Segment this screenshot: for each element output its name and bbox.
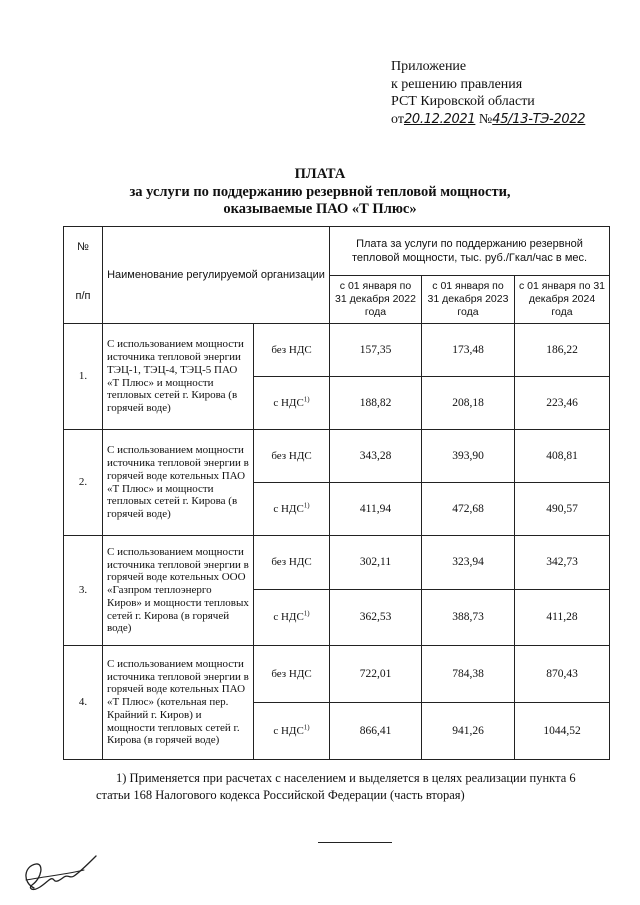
value-cell: 490,57	[515, 483, 610, 536]
value-cell: 388,73	[422, 590, 515, 646]
document-title	[0, 166, 640, 219]
annex-line-1: Приложение	[391, 59, 467, 74]
org-name: С использованием мощности источника тепловой энергии в горячей воде котельных ПАО «Т Плюс» (котельная пер. Крайний г. Киров) и мощности тепловых сетей г. Кирова (в горячей воде)	[103, 646, 254, 760]
header-period-2023: с 01 января по 31 декабря 2023 года	[422, 275, 515, 324]
footnote-mark: 1)	[303, 722, 310, 731]
value-cell: 186,22	[515, 324, 610, 377]
header-number-cell	[64, 227, 103, 324]
header-period-2022: с 01 января по 31 декабря 2022 года	[330, 275, 422, 324]
annex-line-3: РСТ Кировской области	[391, 94, 535, 109]
header-row-1	[64, 227, 610, 276]
footnote	[96, 770, 616, 804]
value-cell: 362,53	[330, 590, 422, 646]
value-cell: 393,90	[422, 430, 515, 483]
vat-label: без НДС	[254, 646, 330, 703]
decision-number: 45/13-ТЭ-2022	[492, 111, 586, 127]
footnote-mark: 1)	[303, 500, 310, 509]
value-cell: 408,81	[515, 430, 610, 483]
annex-line-2: к решению правления	[391, 76, 523, 92]
value-cell: 157,35	[330, 324, 422, 377]
title-line-1: ПЛАТА	[294, 166, 346, 182]
separator-line	[318, 842, 392, 843]
vat-label: без НДС	[254, 324, 330, 377]
row-number: 3.	[64, 536, 103, 646]
value-cell: 188,82	[330, 377, 422, 430]
footnote-line-2: статьи 168 Налогового кодекса Российской Федерации (часть вторая)	[96, 788, 465, 802]
vat-label: без НДС	[254, 430, 330, 483]
date-prefix: от	[391, 111, 404, 127]
table-row	[64, 536, 610, 590]
value-cell: 866,41	[330, 703, 422, 760]
table-row	[64, 430, 610, 483]
tariff-table	[63, 226, 610, 760]
header-org-label: Наименование регулируемой организации	[107, 268, 325, 281]
vat-label: с НДС$^{1)}$	[254, 590, 330, 646]
header-number-top: №	[77, 241, 89, 253]
title-line-3: оказываемые ПАО «Т Плюс»	[223, 201, 417, 217]
value-cell: 342,73	[515, 536, 610, 590]
value-cell: 941,26	[422, 703, 515, 760]
value-cell: 173,48	[422, 324, 515, 377]
row-number: 4.	[64, 646, 103, 760]
org-name: С использованием мощности источника тепловой энергии в горячей воде котельных ООО «Газпром теплоэнерго Киров» и мощности тепловых сетей г. Кирова (в горячей воде)	[103, 536, 254, 646]
decision-date: 20.12.2021	[403, 111, 476, 127]
value-cell: 323,94	[422, 536, 515, 590]
value-cell: 208,18	[422, 377, 515, 430]
footnote-mark: 1)	[303, 609, 310, 618]
header-number-bottom: п/п	[75, 290, 91, 303]
header-org-cell	[103, 227, 330, 324]
header-fee-label: Плата за услуги по поддержанию резервной тепловой мощности, тыс. руб./Гкал/час в мес.	[351, 237, 588, 264]
value-cell: 223,46	[515, 377, 610, 430]
vat-label: с НДС$^{1)}$	[254, 483, 330, 536]
row-number: 1.	[64, 324, 103, 430]
org-name: С использованием мощности источника тепловой энергии в горячей воде котельных ПАО «Т Плюс» и мощности тепловых сетей г. Кирова (в горячей воде)	[103, 430, 254, 536]
value-cell: 343,28	[330, 430, 422, 483]
value-cell: 411,28	[515, 590, 610, 646]
value-cell: 472,68	[422, 483, 515, 536]
vat-label: без НДС	[254, 536, 330, 590]
value-cell: 722,01	[330, 646, 422, 703]
header-period-2024: с 01 января по 31 декабря 2024 года	[515, 275, 610, 324]
table-row	[64, 646, 610, 703]
annex-date-line	[391, 111, 585, 129]
footnote-line-1: 1) Применяется при расчетах с населением и выделяется в целях реализации пункта 6	[116, 771, 576, 785]
vat-label: с НДС$^{1)}$	[254, 703, 330, 760]
number-prefix: №	[478, 111, 493, 127]
table-row	[64, 324, 610, 377]
footnote-mark: 1)	[303, 394, 310, 403]
value-cell: 870,43	[515, 646, 610, 703]
header-fee-cell	[330, 227, 610, 276]
org-name: С использованием мощности источника тепловой энергии ТЭЦ-1, ТЭЦ-4, ТЭЦ-5 ПАО «Т Плюс» и мощности тепловых сетей г. Кирова (в горячей воде)	[103, 324, 254, 430]
value-cell: 1044,52	[515, 703, 610, 760]
value-cell: 411,94	[330, 483, 422, 536]
vat-label: с НДС$^{1)}$	[254, 377, 330, 430]
signature-icon	[18, 852, 108, 902]
title-line-2: за услуги по поддержанию резервной тепловой мощности,	[129, 183, 511, 200]
value-cell: 302,11	[330, 536, 422, 590]
value-cell: 784,38	[422, 646, 515, 703]
annex-block	[391, 58, 585, 128]
row-number: 2.	[64, 430, 103, 536]
